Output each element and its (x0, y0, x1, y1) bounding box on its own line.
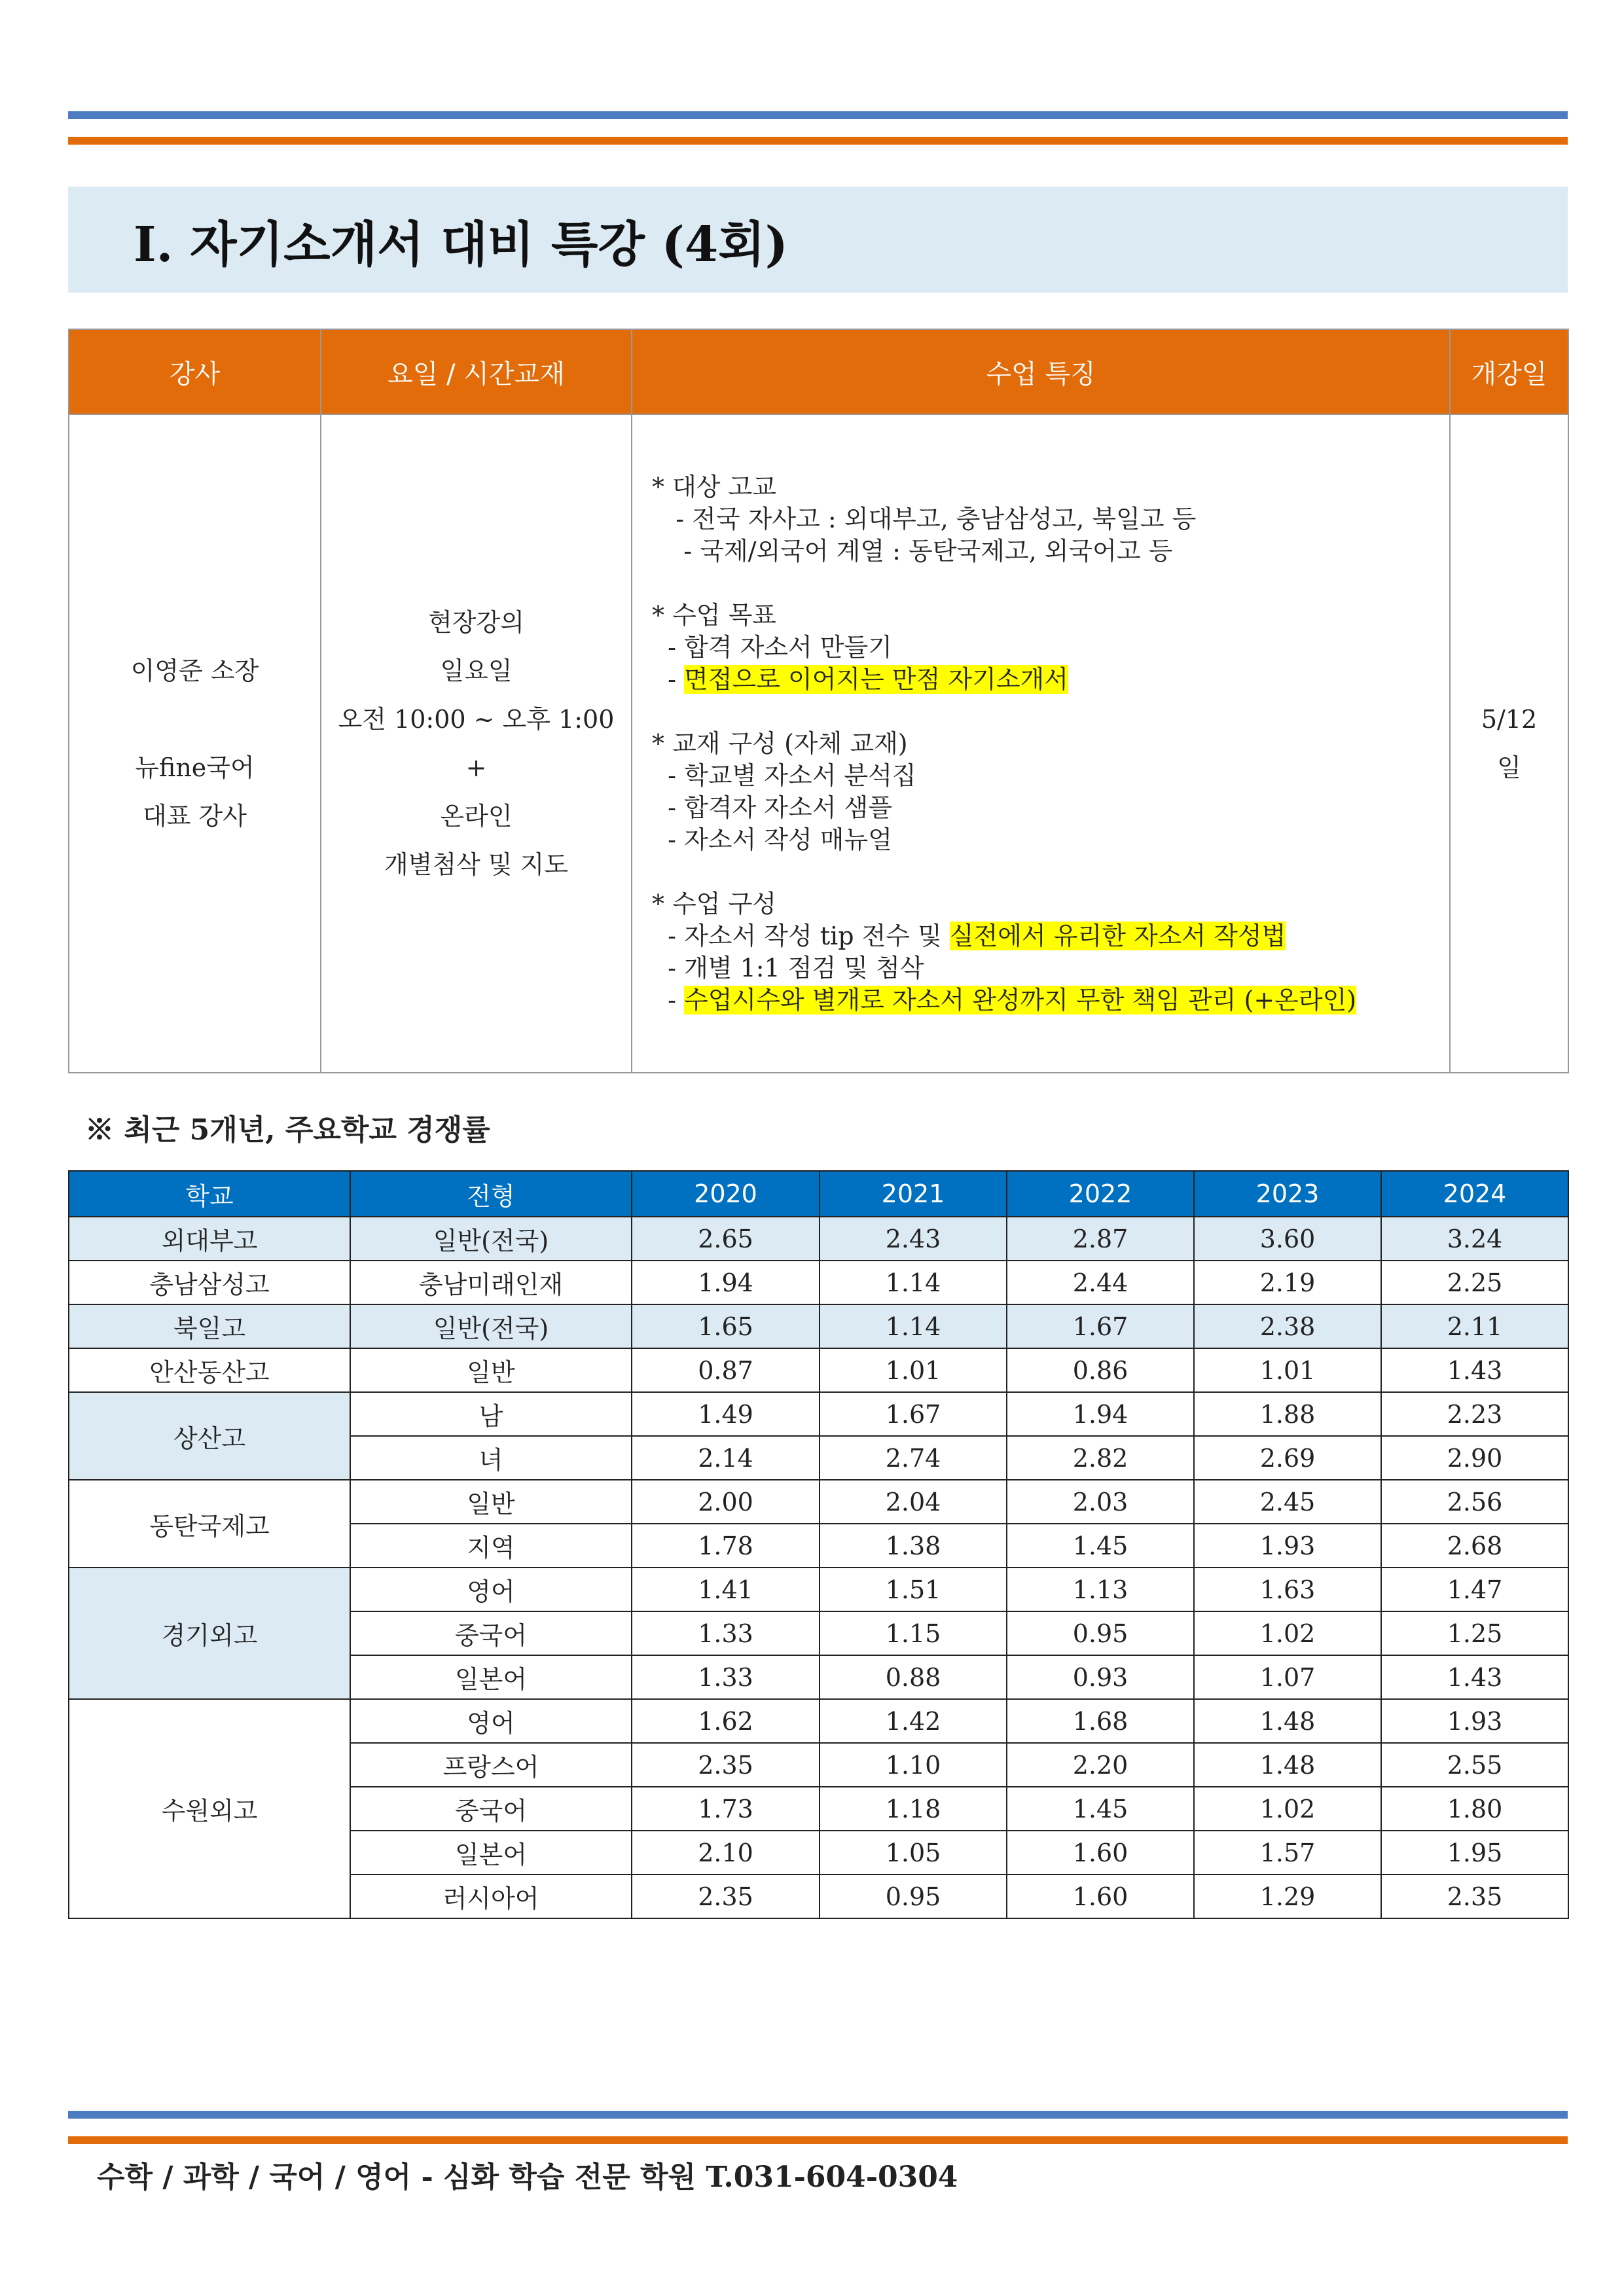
feature-line (652, 632, 1435, 664)
school-name: 수원외고 (69, 1699, 350, 1918)
ratio-value: 2.43 (820, 1217, 1007, 1261)
admission-type: 중국어 (350, 1611, 632, 1655)
ratio-value: 1.67 (1007, 1304, 1194, 1348)
ratio-value: 2.82 (1007, 1436, 1194, 1480)
ratio-value: 1.63 (1194, 1568, 1381, 1611)
admission-type: 일반(전국) (350, 1217, 632, 1261)
feature-text: * 수업 목표 (652, 600, 776, 630)
ratio-value: 1.42 (820, 1699, 1007, 1743)
header-year: 2021 (820, 1171, 1007, 1217)
ratio-value: 1.02 (1194, 1611, 1381, 1655)
competition-row (69, 1699, 1568, 1743)
competition-row (69, 1568, 1568, 1611)
top-blue-rule (68, 111, 1568, 119)
school-name: 경기외고 (69, 1568, 350, 1699)
ratio-value: 1.45 (1007, 1524, 1194, 1568)
ratio-value: 1.51 (820, 1568, 1007, 1611)
start-date-cell (1450, 414, 1568, 1073)
feature-line (652, 984, 1435, 1016)
admission-type: 영어 (350, 1568, 632, 1611)
ratio-value: 2.38 (1194, 1304, 1381, 1348)
ratio-value: 0.87 (632, 1348, 820, 1392)
header-features: 수업 특징 (632, 329, 1450, 414)
feature-text: - 합격자 자소서 샘플 (652, 793, 892, 822)
ratio-value: 2.87 (1007, 1217, 1194, 1261)
features-cell (632, 414, 1450, 1073)
ratio-value: 2.19 (1194, 1261, 1381, 1304)
ratio-value: 2.11 (1381, 1304, 1568, 1348)
ratio-value: 1.14 (820, 1304, 1007, 1348)
header-school: 학교 (69, 1171, 350, 1217)
ratio-value: 1.47 (1381, 1568, 1568, 1611)
ratio-value: 1.25 (1381, 1611, 1568, 1655)
instructor-cell (69, 414, 321, 1073)
bottom-orange-rule (68, 2136, 1568, 2144)
ratio-value: 1.05 (820, 1831, 1007, 1874)
feature-line (652, 664, 1435, 696)
schedule-line: 현장강의 (428, 608, 524, 637)
page-title: I. 자기소개서 대비 특강 (4회) (134, 217, 788, 273)
top-orange-rule (68, 137, 1568, 145)
header-year: 2020 (632, 1171, 820, 1217)
ratio-value: 1.07 (1194, 1655, 1381, 1699)
admission-type: 남 (350, 1392, 632, 1436)
title-band (68, 187, 1568, 293)
feature-text: - (652, 664, 685, 694)
ratio-value: 0.95 (1007, 1611, 1194, 1655)
footer-text: 수학 / 과학 / 국어 / 영어 - 심화 학습 전문 학원 T.031-604-0304 (97, 2161, 958, 2194)
feature-line (652, 760, 1435, 792)
ratio-value: 2.74 (820, 1436, 1007, 1480)
ratio-value: 2.04 (820, 1480, 1007, 1524)
competition-row (69, 1304, 1568, 1348)
ratio-value: 2.10 (632, 1831, 820, 1874)
course-row (69, 414, 1568, 1073)
ratio-value: 1.48 (1194, 1743, 1381, 1787)
ratio-value: 1.68 (1007, 1699, 1194, 1743)
feature-line (652, 600, 1435, 632)
feature-text: * 수업 구성 (652, 889, 776, 918)
ratio-value: 3.60 (1194, 1217, 1381, 1261)
instructor-brand: 뉴fine국어 (135, 753, 255, 782)
ratio-value: 1.43 (1381, 1655, 1568, 1699)
feature-highlight: 수업시수와 별개로 자소서 완성까지 무한 책임 관리 (+온라인) (684, 985, 1357, 1014)
feature-text: - 국제/외국어 계열 : 동탄국제고, 외국어고 등 (652, 536, 1173, 565)
admission-type: 일반(전국) (350, 1304, 632, 1348)
feature-text: - 합격 자소서 만들기 (652, 632, 892, 662)
school-name: 충남삼성고 (69, 1261, 350, 1304)
course-table (68, 329, 1569, 1073)
ratio-value: 1.14 (820, 1261, 1007, 1304)
ratio-value: 2.65 (632, 1217, 820, 1261)
header-year: 2023 (1194, 1171, 1381, 1217)
school-name: 상산고 (69, 1392, 350, 1480)
admission-type: 프랑스어 (350, 1743, 632, 1787)
feature-line (652, 567, 1435, 600)
ratio-value: 2.45 (1194, 1480, 1381, 1524)
ratio-value: 0.86 (1007, 1348, 1194, 1392)
ratio-value: 2.35 (632, 1743, 820, 1787)
feature-text: - 학교별 자소서 분석집 (652, 761, 916, 790)
competition-row (69, 1348, 1568, 1392)
school-name: 동탄국제고 (69, 1480, 350, 1568)
ratio-value: 2.56 (1381, 1480, 1568, 1524)
schedule-line: 일요일 (440, 656, 513, 685)
ratio-value: 1.48 (1194, 1699, 1381, 1743)
ratio-value: 1.88 (1194, 1392, 1381, 1436)
schedule-line: 오전 10:00 ~ 오후 1:00 (338, 705, 615, 734)
ratio-value: 1.10 (820, 1743, 1007, 1787)
ratio-value: 2.00 (632, 1480, 820, 1524)
feature-text: - 자소서 작성 tip 전수 및 (652, 921, 950, 950)
school-name: 안산동산고 (69, 1348, 350, 1392)
ratio-value: 1.93 (1194, 1524, 1381, 1568)
feature-text: - 개별 1:1 점검 및 첨삭 (652, 953, 924, 982)
ratio-value: 1.94 (1007, 1392, 1194, 1436)
ratio-value: 3.24 (1381, 1217, 1568, 1261)
feature-line (652, 888, 1435, 920)
ratio-value: 1.01 (820, 1348, 1007, 1392)
instructor-role: 대표 강사 (143, 802, 247, 831)
ratio-value: 1.18 (820, 1787, 1007, 1831)
header-year: 2022 (1007, 1171, 1194, 1217)
header-schedule: 요일 / 시간교재 (321, 329, 632, 414)
ratio-value: 2.23 (1381, 1392, 1568, 1436)
ratio-value: 1.67 (820, 1392, 1007, 1436)
ratio-value: 2.25 (1381, 1261, 1568, 1304)
admission-type: 러시아어 (350, 1874, 632, 1918)
feature-line (652, 503, 1435, 535)
ratio-value: 2.03 (1007, 1480, 1194, 1524)
ratio-value: 0.88 (820, 1655, 1007, 1699)
ratio-value: 1.80 (1381, 1787, 1568, 1831)
ratio-value: 1.60 (1007, 1831, 1194, 1874)
school-name: 북일고 (69, 1304, 350, 1348)
ratio-value: 1.73 (632, 1787, 820, 1831)
header-instructor: 강사 (69, 329, 321, 414)
competition-row (69, 1261, 1568, 1304)
feature-highlight: 실전에서 유리한 자소서 작성법 (949, 921, 1286, 950)
ratio-value: 1.13 (1007, 1568, 1194, 1611)
ratio-value: 1.78 (632, 1524, 820, 1568)
ratio-value: 2.90 (1381, 1436, 1568, 1480)
ratio-value: 1.62 (632, 1699, 820, 1743)
header-start-date: 개강일 (1450, 329, 1568, 414)
admission-type: 일반 (350, 1480, 632, 1524)
competition-table (68, 1170, 1569, 1919)
feature-text: * 교재 구성 (자체 교재) (652, 728, 908, 758)
ratio-value: 2.44 (1007, 1261, 1194, 1304)
ratio-value: 2.35 (1381, 1874, 1568, 1918)
schedule-cell (321, 414, 632, 1073)
ratio-value: 1.43 (1381, 1348, 1568, 1392)
ratio-value: 1.02 (1194, 1787, 1381, 1831)
feature-line (652, 824, 1435, 856)
header-year: 2024 (1381, 1171, 1568, 1217)
admission-type: 중국어 (350, 1787, 632, 1831)
ratio-value: 1.57 (1194, 1831, 1381, 1874)
schedule-line: 개별첨삭 및 지도 (384, 850, 569, 879)
ratio-value: 1.38 (820, 1524, 1007, 1568)
school-name: 외대부고 (69, 1217, 350, 1261)
schedule-line: 온라인 (440, 802, 513, 831)
ratio-value: 1.49 (632, 1392, 820, 1436)
ratio-value: 2.20 (1007, 1743, 1194, 1787)
ratio-value: 1.01 (1194, 1348, 1381, 1392)
ratio-value: 0.93 (1007, 1655, 1194, 1699)
ratio-value: 1.65 (632, 1304, 820, 1348)
ratio-value: 0.95 (820, 1874, 1007, 1918)
feature-text: - 전국 자사고 : 외대부고, 충남삼성고, 북일고 등 (652, 504, 1197, 533)
start-day: 일 (1497, 753, 1521, 782)
competition-row (69, 1480, 1568, 1524)
ratio-value: 2.14 (632, 1436, 820, 1480)
ratio-value: 1.45 (1007, 1787, 1194, 1831)
ratio-value: 1.93 (1381, 1699, 1568, 1743)
start-date: 5/12 (1481, 705, 1538, 734)
ratio-value: 1.95 (1381, 1831, 1568, 1874)
ratio-value: 2.55 (1381, 1743, 1568, 1787)
competition-row (69, 1392, 1568, 1436)
ratio-value: 1.60 (1007, 1874, 1194, 1918)
feature-line (652, 728, 1435, 760)
competition-heading: ※ 최근 5개년, 주요학교 경쟁률 (85, 1113, 490, 1147)
admission-type: 녀 (350, 1436, 632, 1480)
feature-line (652, 535, 1435, 567)
ratio-value: 2.35 (632, 1874, 820, 1918)
admission-type: 지역 (350, 1524, 632, 1568)
ratio-value: 1.15 (820, 1611, 1007, 1655)
header-type: 전형 (350, 1171, 632, 1217)
ratio-value: 1.94 (632, 1261, 820, 1304)
competition-header-row (69, 1171, 1568, 1217)
feature-line (652, 856, 1435, 888)
feature-line (652, 952, 1435, 984)
feature-highlight: 면접으로 이어지는 만점 자기소개서 (684, 664, 1068, 694)
feature-line (652, 471, 1435, 503)
ratio-value: 2.68 (1381, 1524, 1568, 1568)
ratio-value: 1.29 (1194, 1874, 1381, 1918)
admission-type: 충남미래인재 (350, 1261, 632, 1304)
admission-type: 일본어 (350, 1831, 632, 1874)
feature-line (652, 696, 1435, 728)
feature-line (652, 920, 1435, 952)
ratio-value: 1.33 (632, 1655, 820, 1699)
bottom-blue-rule (68, 2111, 1568, 2119)
feature-text: - (652, 985, 685, 1014)
admission-type: 일반 (350, 1348, 632, 1392)
feature-line (652, 792, 1435, 824)
course-header-row (69, 329, 1568, 414)
ratio-value: 2.69 (1194, 1436, 1381, 1480)
competition-row (69, 1217, 1568, 1261)
feature-text: - 자소서 작성 매뉴얼 (652, 825, 892, 854)
ratio-value: 1.41 (632, 1568, 820, 1611)
admission-type: 일본어 (350, 1655, 632, 1699)
instructor-name: 이영준 소장 (130, 656, 259, 685)
ratio-value: 1.33 (632, 1611, 820, 1655)
feature-text: * 대상 고교 (652, 472, 776, 501)
admission-type: 영어 (350, 1699, 632, 1743)
schedule-line: + (465, 753, 487, 782)
